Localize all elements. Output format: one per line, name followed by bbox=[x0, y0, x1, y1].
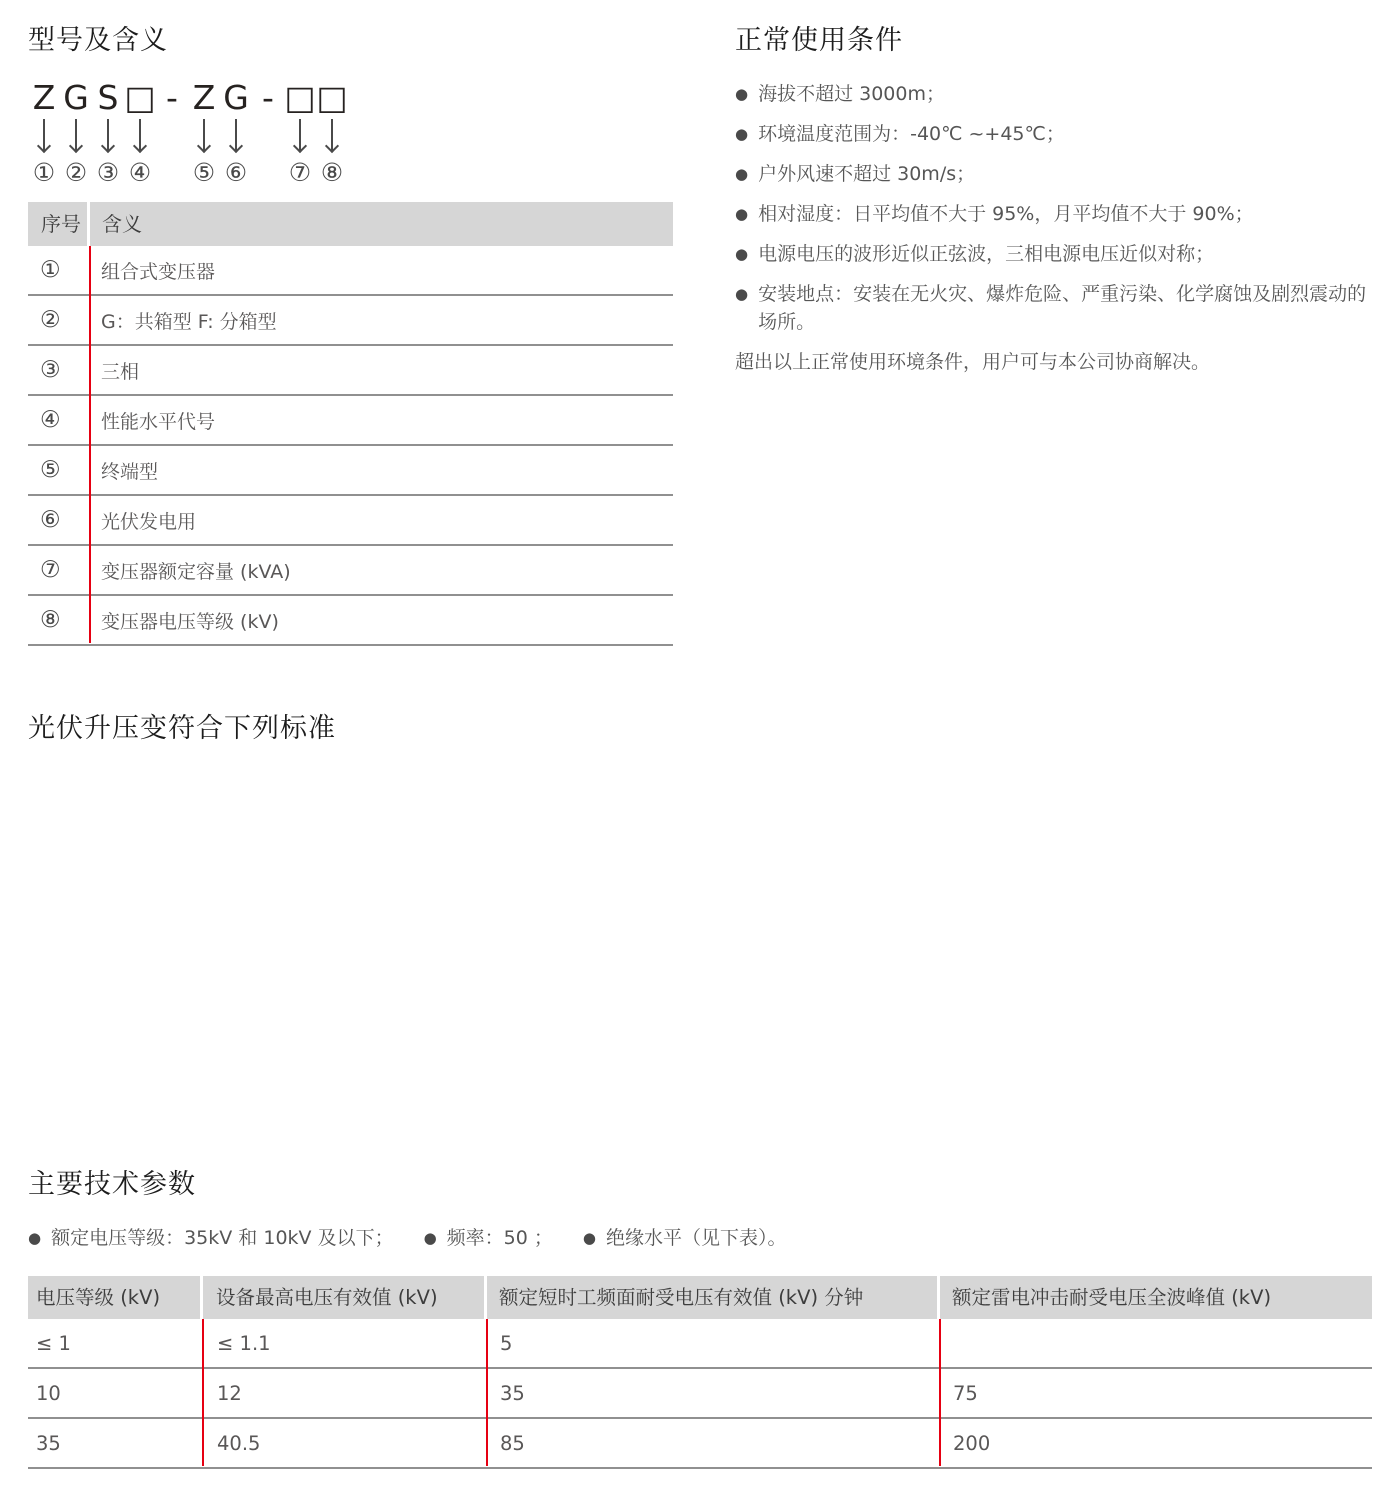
model-code-number: ① bbox=[32, 158, 56, 187]
model-section-title: 型号及含义 bbox=[28, 25, 168, 56]
model-code-slot bbox=[316, 80, 348, 186]
model-code-char: Z bbox=[192, 78, 216, 117]
standards-section-title: 光伏升压变符合下列标准 bbox=[28, 713, 336, 744]
row-number: ⑥ bbox=[40, 507, 61, 533]
column-divider-line bbox=[202, 1319, 204, 1466]
table-row bbox=[28, 346, 673, 396]
bullet-icon: ● bbox=[28, 1229, 42, 1247]
row-meaning: G：共箱型 F: 分箱型 bbox=[101, 310, 277, 333]
bullet-text: 电源电压的波形近似正弦波，三相电源电压近似对称； bbox=[758, 243, 1215, 265]
down-arrow-icon bbox=[75, 119, 77, 151]
cell-power-frequency-withstand: 35 bbox=[500, 1381, 525, 1405]
cell-max-voltage: 12 bbox=[217, 1381, 242, 1405]
header-power-frequency-withstand: 额定短时工频面耐受电压有效值 (kV) 分钟 bbox=[487, 1276, 937, 1319]
row-meaning: 组合式变压器 bbox=[101, 260, 216, 283]
model-code-char: □ bbox=[316, 78, 348, 117]
meaning-table-body bbox=[28, 246, 673, 646]
bullet-text: 环境温度范围为：-40℃ ~+45℃； bbox=[758, 123, 1065, 145]
table-row bbox=[28, 596, 673, 646]
cell-voltage-class: 35 bbox=[36, 1431, 61, 1455]
model-code-slot bbox=[252, 80, 284, 160]
bullet-text: 海拔不超过 3000m； bbox=[758, 83, 945, 105]
row-meaning: 三相 bbox=[101, 360, 140, 383]
row-meaning: 变压器额定容量 (kVA) bbox=[101, 560, 291, 583]
list-item bbox=[735, 160, 1385, 188]
column-divider-line bbox=[939, 1319, 941, 1466]
list-item bbox=[583, 1224, 787, 1252]
bullet-icon: ● bbox=[735, 165, 749, 183]
model-code-char: - bbox=[166, 78, 178, 117]
model-code-number: ④ bbox=[128, 158, 152, 187]
list-item bbox=[735, 120, 1385, 148]
down-arrow-icon bbox=[331, 119, 333, 151]
row-number: ④ bbox=[40, 407, 61, 433]
model-code-number: ⑥ bbox=[224, 158, 248, 187]
model-code-number: ③ bbox=[96, 158, 120, 187]
cell-power-frequency-withstand: 5 bbox=[500, 1331, 513, 1355]
column-divider-line bbox=[89, 246, 91, 643]
down-arrow-icon bbox=[139, 119, 141, 151]
column-divider-line bbox=[486, 1319, 488, 1466]
bullet-icon: ● bbox=[735, 245, 749, 263]
bullet-text: 额定电压等级：35kV 和 10kV 及以下； bbox=[51, 1227, 394, 1249]
list-item bbox=[28, 1224, 394, 1252]
technical-params-section bbox=[28, 1170, 1372, 1469]
standards-section bbox=[28, 714, 1388, 762]
down-arrow-icon bbox=[299, 119, 301, 151]
conditions-note: 超出以上正常使用环境条件，用户可与本公司协商解决。 bbox=[735, 351, 1211, 373]
row-meaning: 终端型 bbox=[101, 460, 159, 483]
model-code-char: S bbox=[97, 78, 119, 117]
meaning-table bbox=[28, 202, 673, 646]
cell-voltage-class: ≤ 1 bbox=[36, 1331, 71, 1355]
list-item bbox=[424, 1224, 553, 1252]
list-item bbox=[735, 200, 1385, 228]
row-meaning: 性能水平代号 bbox=[101, 410, 216, 433]
bullet-icon: ● bbox=[423, 1229, 437, 1247]
row-number: ③ bbox=[40, 357, 61, 383]
model-code-char: G bbox=[223, 78, 249, 117]
row-number: ⑧ bbox=[40, 607, 61, 633]
model-code-slot bbox=[28, 80, 60, 186]
model-code-char: □ bbox=[124, 78, 156, 117]
bullet-text: 安装地点：安装在无火灾、爆炸危险、严重污染、化学腐蚀及剧烈震动的场所。 bbox=[758, 283, 1367, 333]
bullet-text: 相对湿度：日平均值不大于 95%，月平均值不大于 90%； bbox=[758, 203, 1254, 225]
cell-power-frequency-withstand: 85 bbox=[500, 1431, 525, 1455]
table-row bbox=[28, 1419, 1372, 1469]
down-arrow-icon bbox=[203, 119, 205, 151]
down-arrow-icon bbox=[43, 119, 45, 151]
header-lightning-impulse-withstand: 额定雷电冲击耐受电压全波峰值 (kV) bbox=[940, 1276, 1372, 1319]
row-number: ⑦ bbox=[40, 557, 61, 583]
row-number: ② bbox=[40, 307, 61, 333]
params-bullet-list bbox=[28, 1224, 1372, 1252]
row-meaning: 光伏发电用 bbox=[101, 510, 197, 533]
header-max-voltage: 设备最高电压有效值 (kV) bbox=[203, 1276, 484, 1319]
table-row bbox=[28, 396, 673, 446]
down-arrow-icon bbox=[107, 119, 109, 151]
conditions-bullet-list bbox=[735, 80, 1385, 336]
row-number: ⑤ bbox=[40, 457, 61, 483]
params-section-title: 主要技术参数 bbox=[28, 1169, 196, 1200]
model-code-slot bbox=[220, 80, 252, 186]
table-row bbox=[28, 546, 673, 596]
list-item bbox=[735, 280, 1385, 336]
insulation-level-table bbox=[28, 1276, 1372, 1469]
model-code-slot bbox=[124, 80, 156, 186]
table-row bbox=[28, 296, 673, 346]
model-code-char: □ bbox=[284, 78, 316, 117]
insulation-table-body bbox=[28, 1319, 1372, 1469]
model-code-char: Z bbox=[32, 78, 56, 117]
model-code-diagram bbox=[28, 80, 673, 186]
list-item bbox=[735, 240, 1385, 268]
cell-max-voltage: ≤ 1.1 bbox=[217, 1331, 271, 1355]
table-row bbox=[28, 496, 673, 546]
model-code-char: - bbox=[262, 78, 274, 117]
model-code-slot bbox=[188, 80, 220, 186]
model-code-slot bbox=[60, 80, 92, 186]
model-code-number: ② bbox=[64, 158, 88, 187]
cell-voltage-class: 10 bbox=[36, 1381, 61, 1405]
model-code-slot bbox=[92, 80, 124, 186]
table-row bbox=[28, 1369, 1372, 1419]
model-code-slot bbox=[284, 80, 316, 186]
bullet-text: 户外风速不超过 30m/s； bbox=[758, 163, 976, 185]
cell-lightning-impulse-withstand: 200 bbox=[953, 1431, 991, 1455]
conditions-section-title: 正常使用条件 bbox=[735, 25, 903, 56]
cell-lightning-impulse-withstand: 75 bbox=[953, 1381, 978, 1405]
model-code-char: G bbox=[63, 78, 89, 117]
bullet-icon: ● bbox=[735, 85, 749, 103]
use-conditions-section bbox=[735, 26, 1385, 376]
meaning-table-header-no: 序号 bbox=[28, 202, 87, 246]
model-code-number: ⑦ bbox=[288, 158, 312, 187]
model-code-number: ⑧ bbox=[320, 158, 344, 187]
cell-max-voltage: 40.5 bbox=[217, 1431, 261, 1455]
row-number: ① bbox=[40, 257, 61, 283]
bullet-icon: ● bbox=[735, 125, 749, 143]
table-row bbox=[28, 446, 673, 496]
meaning-table-header-meaning: 含义 bbox=[90, 202, 673, 246]
meaning-table-header bbox=[28, 202, 673, 246]
down-arrow-icon bbox=[235, 119, 237, 151]
table-row bbox=[28, 1319, 1372, 1369]
bullet-text: 绝缘水平（见下表）。 bbox=[605, 1227, 787, 1249]
model-code-slot bbox=[156, 80, 188, 160]
bullet-icon: ● bbox=[735, 205, 749, 223]
bullet-icon: ● bbox=[735, 285, 749, 303]
row-meaning: 变压器电压等级 (kV) bbox=[101, 610, 279, 633]
bullet-icon: ● bbox=[582, 1229, 596, 1247]
list-item bbox=[735, 80, 1385, 108]
bullet-text: 频率：50 ； bbox=[446, 1227, 553, 1249]
model-meaning-section bbox=[28, 26, 673, 646]
header-voltage-class: 电压等级 (kV) bbox=[28, 1276, 200, 1319]
model-code-number: ⑤ bbox=[192, 158, 216, 187]
table-row bbox=[28, 246, 673, 296]
insulation-table-header bbox=[28, 1276, 1372, 1319]
